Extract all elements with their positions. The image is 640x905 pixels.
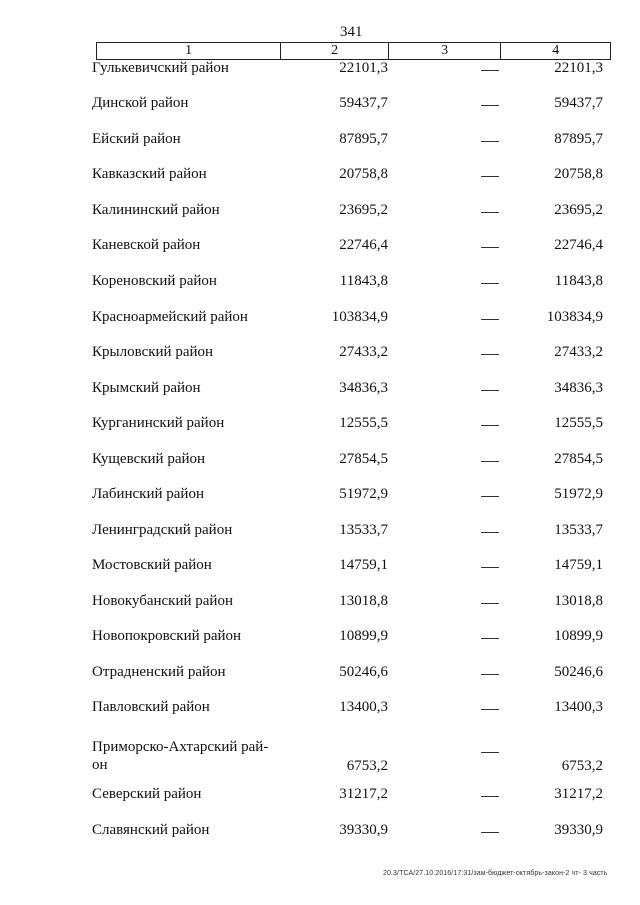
- col3-dash: [481, 674, 499, 675]
- col2-value: 39330,9: [339, 822, 388, 838]
- col3-dash: [481, 283, 499, 284]
- header-col-2: 2: [280, 43, 388, 59]
- col4-value: 22101,3: [554, 60, 603, 76]
- table-row: [0, 822, 640, 852]
- district-name: Кореновский район: [92, 273, 217, 289]
- district-name: Курганинский район: [92, 415, 225, 431]
- table-row: [0, 60, 640, 90]
- col4-value: 31217,2: [554, 786, 603, 802]
- col3-dash: [481, 752, 499, 753]
- table-row: [0, 486, 640, 516]
- col4-value: 20758,8: [554, 166, 603, 182]
- col2-value: 59437,7: [339, 95, 388, 111]
- table-row: [0, 380, 640, 410]
- table-row: [0, 699, 640, 729]
- col4-value: 14759,1: [554, 557, 603, 573]
- district-name: Гулькевичский район: [92, 60, 229, 76]
- col3-dash: [481, 532, 499, 533]
- table-row: [0, 309, 640, 339]
- col4-value: 51972,9: [554, 486, 603, 502]
- col2-value: 14759,1: [339, 557, 388, 573]
- col2-value: 27433,2: [339, 344, 388, 360]
- table-row: [0, 273, 640, 303]
- table-header: [96, 42, 611, 60]
- col4-value: 11843,8: [554, 273, 603, 289]
- col2-value: 22101,3: [339, 60, 388, 76]
- col2-value: 51972,9: [339, 486, 388, 502]
- col4-value: 27854,5: [554, 451, 603, 467]
- col2-value: 103834,9: [331, 309, 388, 325]
- table-row: [0, 786, 640, 816]
- col2-value: 13018,8: [339, 593, 388, 609]
- col3-dash: [481, 247, 499, 248]
- col4-value: 13018,8: [554, 593, 603, 609]
- col3-dash: [481, 638, 499, 639]
- district-name: Мостовский район: [92, 557, 212, 573]
- col4-value: 39330,9: [554, 822, 603, 838]
- district-name: Северский район: [92, 786, 202, 802]
- table-row: [0, 593, 640, 623]
- district-name: Славянский район: [92, 822, 210, 838]
- district-name: Ленинградский район: [92, 522, 233, 538]
- col2-value: 50246,6: [339, 664, 388, 680]
- col4-value: 22746,4: [554, 237, 603, 253]
- district-name: Красноармейский район: [92, 309, 248, 325]
- col3-dash: [481, 390, 499, 391]
- col3-dash: [481, 709, 499, 710]
- col2-value: 27854,5: [339, 451, 388, 467]
- district-name: Кавказский район: [92, 166, 207, 182]
- col2-value: 34836,3: [339, 380, 388, 396]
- table-row: [0, 237, 640, 267]
- table-row: [0, 166, 640, 196]
- table-row: [0, 344, 640, 374]
- table-row: [0, 522, 640, 552]
- district-name: Новопокровский район: [92, 628, 242, 644]
- col2-value: 31217,2: [339, 786, 388, 802]
- district-name: Каневской район: [92, 237, 201, 253]
- col4-value: 23695,2: [554, 202, 603, 218]
- col2-value: 13533,7: [339, 522, 388, 538]
- col3-dash: [481, 567, 499, 568]
- col4-value: 34836,3: [554, 380, 603, 396]
- col2-value: 13400,3: [339, 699, 388, 715]
- table-row: [0, 95, 640, 125]
- header-col-4: 4: [500, 43, 610, 59]
- district-name: Крыловский район: [92, 344, 214, 360]
- col3-dash: [481, 425, 499, 426]
- col4-value: 10899,9: [554, 628, 603, 644]
- table-row: [0, 202, 640, 232]
- district-name: Крымский район: [92, 380, 201, 396]
- district-name: Ейский район: [92, 131, 181, 147]
- col4-value: 13400,3: [554, 699, 603, 715]
- district-name: Павловский район: [92, 699, 210, 715]
- col4-value: 50246,6: [554, 664, 603, 680]
- col4-value: 27433,2: [554, 344, 603, 360]
- col2-value: 23695,2: [339, 202, 388, 218]
- col4-value: 13533,7: [554, 522, 603, 538]
- table-row: [0, 415, 640, 445]
- col2-value: 20758,8: [339, 166, 388, 182]
- district-name: Отрадненский район: [92, 664, 226, 680]
- table-row: [0, 131, 640, 161]
- table-row: [0, 664, 640, 694]
- col3-dash: [481, 141, 499, 142]
- header-col-1: 1: [185, 43, 193, 58]
- col2-value: 10899,9: [339, 628, 388, 644]
- col4-value: 103834,9: [546, 309, 603, 325]
- col3-dash: [481, 832, 499, 833]
- col4-value: 12555,5: [554, 415, 603, 431]
- footer-note: 20.3/ТСА/27.10.2016/17:31/зам-бюджет-октябрь-закон-2 чт- 3 часть: [383, 870, 608, 877]
- district-name: Приморско-Ахтарский рай- он: [92, 739, 269, 773]
- col3-dash: [481, 496, 499, 497]
- table-row: [0, 451, 640, 481]
- table-row: [0, 557, 640, 587]
- col3-dash: [481, 70, 499, 71]
- district-name: Новокубанский район: [92, 593, 233, 609]
- district-name: Калининский район: [92, 202, 220, 218]
- col3-dash: [481, 105, 499, 106]
- table-row: [0, 738, 640, 782]
- col2-value: 6753,2: [346, 758, 388, 774]
- col2-value: 87895,7: [339, 131, 388, 147]
- col3-dash: [481, 212, 499, 213]
- col4-value: 87895,7: [554, 131, 603, 147]
- col4-value: 59437,7: [554, 95, 603, 111]
- district-name: Кущевский район: [92, 451, 206, 467]
- table-row: [0, 628, 640, 658]
- district-name: Лабинский район: [92, 486, 204, 502]
- district-name: Динской район: [92, 95, 189, 111]
- col2-value: 11843,8: [339, 273, 388, 289]
- col2-value: 12555,5: [339, 415, 388, 431]
- col3-dash: [481, 176, 499, 177]
- col4-value: 6753,2: [561, 758, 603, 774]
- header-col-3: 3: [388, 43, 501, 59]
- col3-dash: [481, 354, 499, 355]
- col2-value: 22746,4: [339, 237, 388, 253]
- col3-dash: [481, 461, 499, 462]
- page-number: 341: [340, 24, 363, 40]
- col3-dash: [481, 796, 499, 797]
- col3-dash: [481, 603, 499, 604]
- col3-dash: [481, 319, 499, 320]
